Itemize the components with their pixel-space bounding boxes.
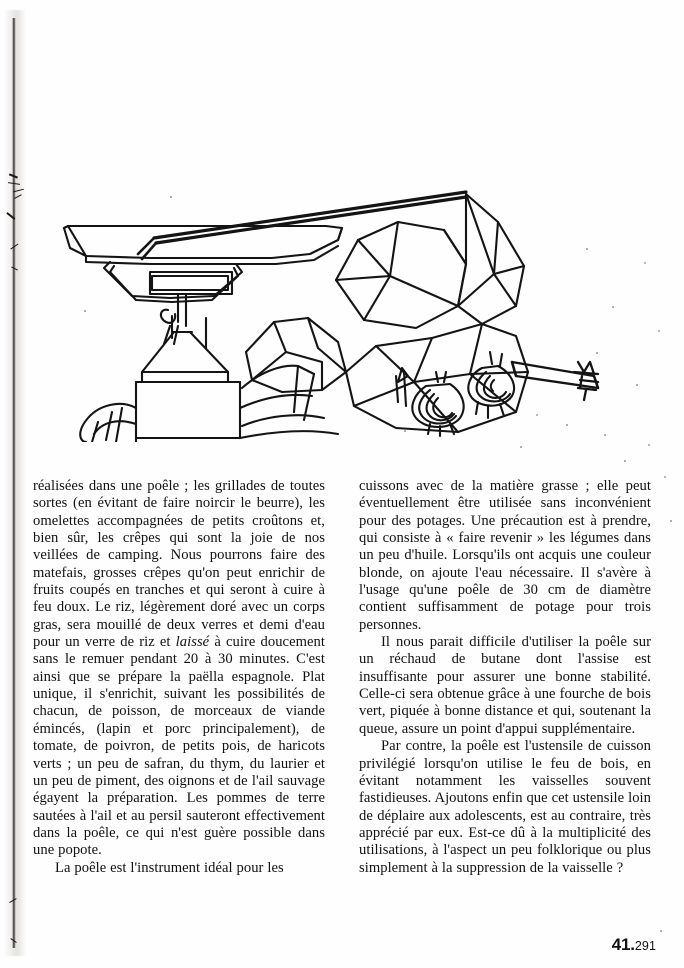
gutter-crack bbox=[10, 938, 17, 943]
pan-handle bbox=[154, 192, 466, 243]
paragraph: Par contre, la poêle est l'ustensile de cuisson privilégié lorsqu'on utilise le feu de bois, en évitant notamment les vaisselles souvent fastidieuses. Ajoutons enfin que cet ustensile loin de déplaire aux adolescents, est au contraire, très apprécié par eux. Est-ce dû à la multiplicité des utilisations, à l'aspect un peu folklorique ou plus simplement à la suppression de la vaisselle ? bbox=[359, 738, 651, 876]
paragraph bbox=[33, 478, 325, 860]
illustration-frying-pan-on-camp-stove bbox=[46, 176, 666, 442]
folio-reference: 291 bbox=[634, 939, 656, 953]
rock-tall-back bbox=[336, 222, 466, 328]
gutter-crack bbox=[7, 212, 16, 219]
book-gutter-artifact bbox=[0, 0, 26, 968]
paragraph: cuissons avec de la matière grasse ; elle peut éventuellement être utilisée sans inconvénient pour des potages. Une précaution est à prendre, qui consiste à « faire revenir » les légumes dans un peu d'huile. Lorsqu'ils ont acquis une couleur blonde, on ajoute l'eau nécessaire. Il s'avère à l'usage qu'une poêle de 30 cm de diamètre contient suffisamment de potage pour trois personnes. bbox=[359, 478, 651, 633]
rock-right-upper bbox=[458, 194, 524, 324]
text-column-left bbox=[33, 478, 325, 918]
paragraph: Il nous parait difficile d'utiliser la poêle sur un réchaud de butane dont l'assise est insuffisante pour assurer une bonne stabilité. Celle-ci sera obtenue grâce à une fourche de bois vert, piquée à bonne distance et qui, soutenant la queue, assure un point d'appui supplémentaire. bbox=[359, 634, 651, 737]
artist-signature bbox=[574, 362, 598, 400]
page-folio bbox=[612, 936, 656, 954]
gutter-crack bbox=[9, 898, 17, 903]
gutter-crack bbox=[10, 244, 18, 250]
gutter-crack bbox=[11, 267, 18, 271]
gutter-shadow bbox=[4, 10, 26, 956]
text-column-right bbox=[359, 478, 651, 918]
emphasis-laisse: laissé bbox=[175, 634, 210, 651]
gutter-crack bbox=[9, 173, 18, 178]
folio-number: 41. bbox=[611, 935, 635, 954]
paragraph: La poêle est l'instrument idéal pour les bbox=[55, 859, 284, 876]
stove-burner-head bbox=[104, 262, 242, 302]
onion-small bbox=[468, 352, 514, 418]
gutter-binding-line bbox=[12, 18, 16, 948]
article-body bbox=[33, 478, 651, 918]
paragraph-text-continued: à cuire doucement sans le remuer pendant 20 à 30 minutes. C'est ainsi que se prépare la paëlla espagnole. Plat unique, il s'enrichit, suivant les possibilités de chacun, de poisson, de morceaux de viande émincés, (lapin et porc principalement), de tomate, de poivron, de petits pois, de haricots verts ; un peu de safran, du thym, du laurier et un peu de piment, des oignons et de l'ail sauvage égayent la préparation. Les pommes de terre sautées à l'ail et au persil sauteront effectivement dans la poêle, ce qui n'est guère possible dans une popote. bbox=[33, 634, 325, 859]
gutter-crack bbox=[8, 182, 20, 185]
gutter-crack bbox=[14, 194, 22, 199]
gutter-crack bbox=[13, 189, 24, 193]
rock-left-foreground bbox=[80, 404, 136, 442]
paragraph-text: réalisées dans une poêle ; les grillades de toutes sortes (en évitant de faire noircir le beurre), les omelettes accompagnées de petits croûtons et, bien sûr, les crêpes qui sont la joie de nos veillées de camping. Nous pourrons faire des matefais, grosses crêpes qu'on peut enrichir de fruits coupés en tranches et qui seront à cuire à feu doux. Le riz, légèrement doré avec un corps gras, sera mouillé de deux verres et demi d'eau pour un verre de riz et bbox=[33, 478, 325, 651]
butane-cartridge bbox=[136, 332, 240, 438]
